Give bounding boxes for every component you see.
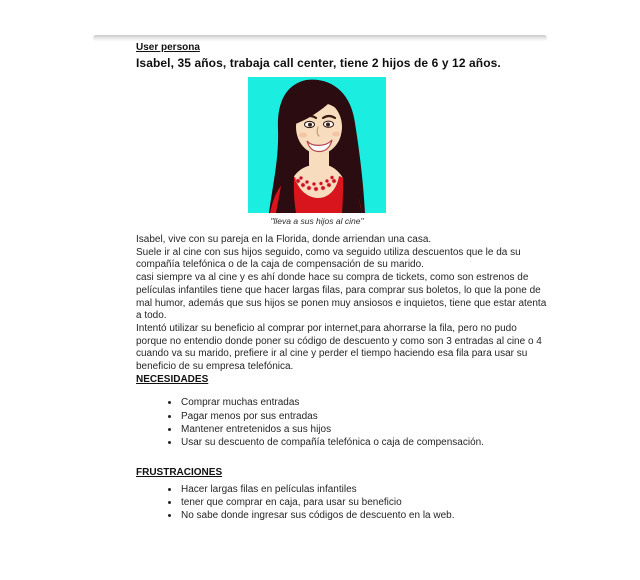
doc-section-label: User persona [136, 42, 200, 53]
bio-line: compañía telefónica o de la caja de compensación de su marido. [136, 259, 424, 271]
persona-avatar-illustration [248, 77, 386, 213]
document-content [136, 42, 547, 522]
persona-title: Isabel, 35 años, trabaja call center, tiene 2 hijos de 6 y 12 años. [136, 56, 501, 70]
bio-line: Intentó utilizar su beneficio al comprar por internet,para ahorrarse la fila, pero no pudo [136, 322, 517, 334]
page-top-shadow [93, 35, 547, 41]
persona-figure [248, 77, 386, 226]
avatar-blush-right [332, 132, 340, 137]
needs-heading: NECESIDADES [136, 373, 209, 385]
needs-item: • Comprar muchas entradas [180, 396, 526, 409]
bio-line: a todo. [136, 310, 167, 322]
bio-line: mal humor, además que sus hijos se ponen muy ansiosos e inquietos, tiene que estar atenta [136, 297, 547, 309]
frustrations-item: • No sabe donde ingresar sus códigos de descuento en la web. [180, 509, 526, 522]
bio-line: casi siempre va al cine y es ahí donde hace su compra de tickets, como son estrenos de [136, 272, 529, 284]
bio-line: Suele ir al cine con sus hijos seguido, como va seguido utiliza descuentos que le da su [136, 246, 521, 258]
needs-item: • Pagar menos por sus entradas [180, 410, 526, 423]
frustrations-item: • tener que comprar en caja, para usar su beneficio [180, 496, 526, 509]
frustrations-heading: FRUSTRACIONES [136, 466, 223, 478]
avatar-blush-left [299, 133, 307, 138]
needs-item: • Mantener entretenidos a sus hijos [180, 423, 526, 436]
image-caption: "lleva a sus hijos al cine" [270, 216, 364, 226]
frustrations-block [136, 467, 526, 522]
needs-list [136, 396, 526, 448]
frustrations-item: • Hacer largas filas en películas infantiles [180, 483, 526, 496]
bio-line: porque no entendio donde poner su código de descuento y como son 3 entradas al cine o 4 [136, 335, 542, 347]
persona-bio [136, 234, 547, 374]
bio-line: películas infantiles tiene que hacer largas filas, para comprar sus boletos, lo que la pone de [136, 284, 541, 296]
frustrations-list [136, 483, 526, 522]
bio-line: Isabel, vive con su pareja en la Florida, donde arriendan una casa. [136, 234, 432, 245]
needs-item: • Usar su descuento de compañía telefónica o caja de compensación. [180, 436, 526, 449]
bio-line: cuando va su marido, prefiere ir al cine y perder el tiempo haciendo esa fila para usar su [136, 348, 528, 360]
bio-line: beneficio de su empresa telefónica. [136, 361, 294, 373]
